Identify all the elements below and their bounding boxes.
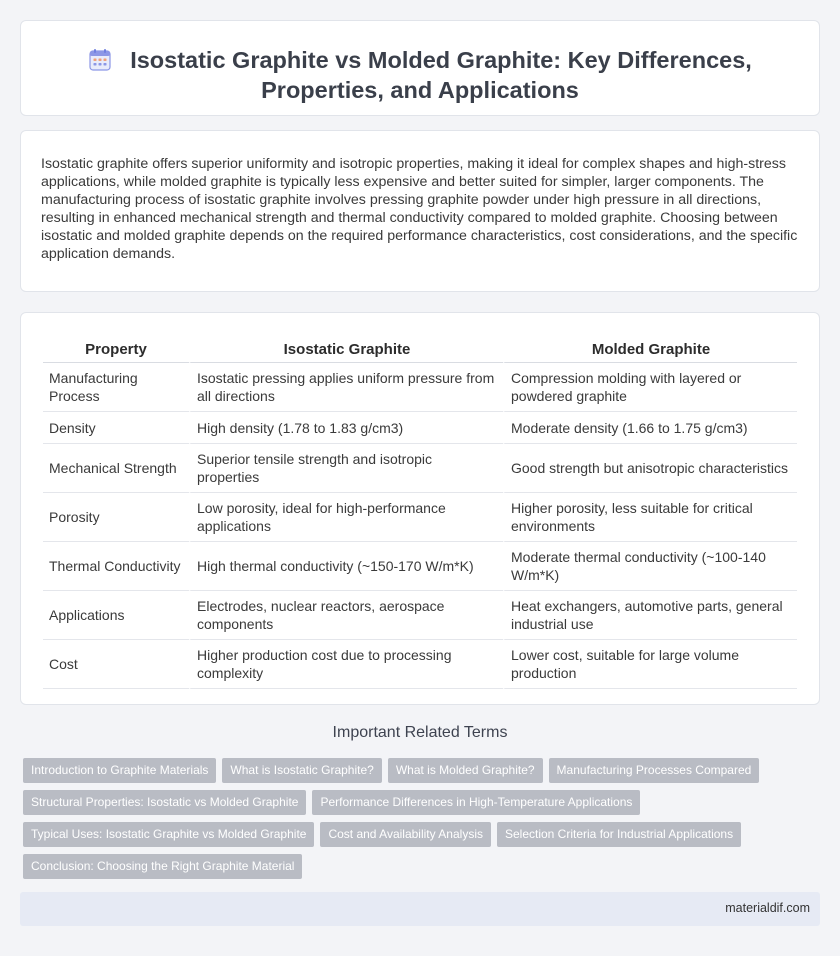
table-cell-property: Density bbox=[43, 412, 189, 444]
intro-paragraph: Isostatic graphite offers superior uniformity and isotropic properties, making it ideal for complex shapes and high-stress applications, while molded graphite is typically less expensive and better suited for simpler, larger components. The manufacturing process of isostatic graphite involves pressing graphite powder under high pressure in all directions, resulting in enhanced mechanical strength and thermal conductivity compared to molded graphite. Choosing between isostatic and molded graphite depends on the required performance characteristics, cost considerations, and the specific application demands. bbox=[41, 156, 798, 262]
footer bbox=[20, 892, 820, 926]
related-terms-title: Important Related Terms bbox=[332, 724, 508, 741]
table-header-row bbox=[43, 333, 797, 363]
table-cell-property: Manufacturing Process bbox=[43, 363, 189, 412]
page-title bbox=[21, 45, 819, 105]
table-cell-property: Applications bbox=[43, 591, 189, 640]
related-term-tag[interactable]: Typical Uses: Isostatic Graphite vs Molded Graphite bbox=[23, 822, 314, 847]
intro-card bbox=[20, 130, 820, 292]
table-cell-isostatic: High density (1.78 to 1.83 g/cm3) bbox=[189, 412, 503, 444]
table-cell-property: Porosity bbox=[43, 493, 189, 542]
table-cell-molded: Compression molding with layered or powdered graphite bbox=[503, 363, 797, 412]
table-cell-isostatic: Low porosity, ideal for high-performance applications bbox=[189, 493, 503, 542]
calendar-icon bbox=[88, 48, 112, 72]
page-title-text: Isostatic Graphite vs Molded Graphite: Key Differences, Properties, and Applications bbox=[130, 47, 752, 103]
table-cell-molded: Moderate density (1.66 to 1.75 g/cm3) bbox=[503, 412, 797, 444]
related-term-tag[interactable]: Selection Criteria for Industrial Applications bbox=[497, 822, 741, 847]
table-row bbox=[43, 591, 797, 640]
table-cell-molded: Good strength but anisotropic characteristics bbox=[503, 444, 797, 493]
table-cell-molded: Heat exchangers, automotive parts, general industrial use bbox=[503, 591, 797, 640]
table-row bbox=[43, 493, 797, 542]
title-wrap bbox=[21, 45, 819, 105]
table-cell-isostatic: Higher production cost due to processing complexity bbox=[189, 640, 503, 689]
header-card bbox=[20, 20, 820, 116]
footer-site-link[interactable]: materialdif.com bbox=[725, 901, 810, 915]
column-header-molded: Molded Graphite bbox=[503, 333, 797, 363]
table-cell-isostatic: High thermal conductivity (~150-170 W/m*K) bbox=[189, 542, 503, 591]
table-cell-property: Thermal Conductivity bbox=[43, 542, 189, 591]
table-cell-molded: Moderate thermal conductivity (~100-140 W/m*K) bbox=[503, 542, 797, 591]
table-row bbox=[43, 363, 797, 412]
related-terms-section bbox=[20, 724, 820, 886]
table-row bbox=[43, 542, 797, 591]
related-terms-tags bbox=[20, 758, 820, 886]
table-cell-molded: Higher porosity, less suitable for critical environments bbox=[503, 493, 797, 542]
table-cell-isostatic: Isostatic pressing applies uniform pressure from all directions bbox=[189, 363, 503, 412]
table-cell-molded: Lower cost, suitable for large volume production bbox=[503, 640, 797, 689]
table-cell-isostatic: Superior tensile strength and isotropic properties bbox=[189, 444, 503, 493]
column-header-isostatic: Isostatic Graphite bbox=[189, 333, 503, 363]
comparison-table bbox=[43, 333, 797, 689]
column-header-property: Property bbox=[43, 333, 189, 363]
table-cell-property: Cost bbox=[43, 640, 189, 689]
related-term-tag[interactable]: Manufacturing Processes Compared bbox=[549, 758, 760, 783]
table-cell-property: Mechanical Strength bbox=[43, 444, 189, 493]
related-term-tag[interactable]: Structural Properties: Isostatic vs Molded Graphite bbox=[23, 790, 306, 815]
related-term-tag[interactable]: What is Molded Graphite? bbox=[388, 758, 543, 783]
table-row bbox=[43, 444, 797, 493]
table-cell-isostatic: Electrodes, nuclear reactors, aerospace components bbox=[189, 591, 503, 640]
related-term-tag[interactable]: Performance Differences in High-Temperature Applications bbox=[312, 790, 640, 815]
comparison-table-card bbox=[20, 312, 820, 705]
table-row bbox=[43, 412, 797, 444]
table-row bbox=[43, 640, 797, 689]
related-term-tag[interactable]: Introduction to Graphite Materials bbox=[23, 758, 216, 783]
related-term-tag[interactable]: Cost and Availability Analysis bbox=[320, 822, 491, 847]
related-term-tag[interactable]: What is Isostatic Graphite? bbox=[222, 758, 381, 783]
related-term-tag[interactable]: Conclusion: Choosing the Right Graphite Material bbox=[23, 854, 302, 879]
